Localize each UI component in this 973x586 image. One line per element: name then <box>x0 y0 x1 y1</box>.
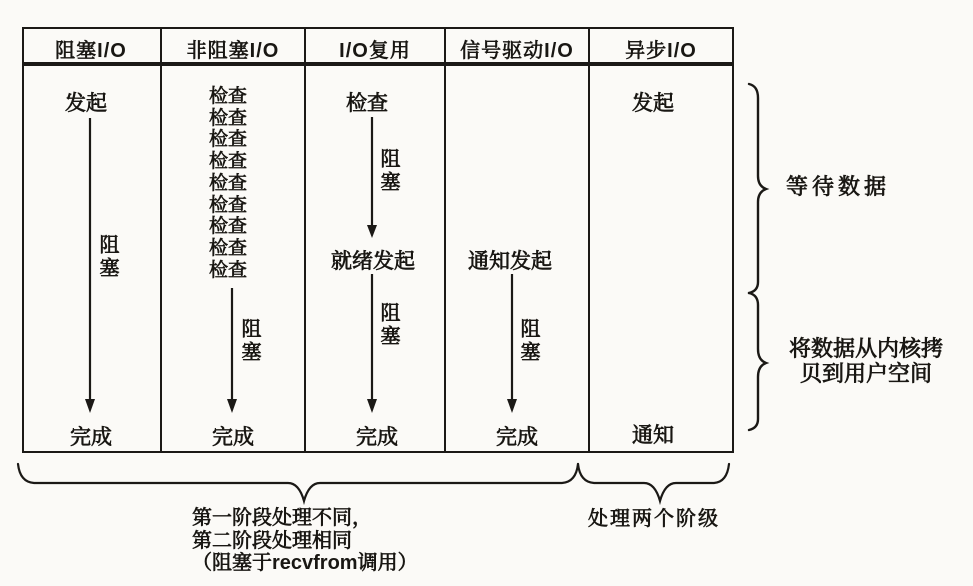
bottom-braces <box>18 464 729 501</box>
first-phase-brace <box>18 464 578 501</box>
multiplexing-block2-label: 阻塞 <box>377 302 399 348</box>
nonblocking-block-label: 阻塞 <box>238 318 260 364</box>
copy-data-line2: 贝到用户空间 <box>799 361 933 386</box>
blocking-done-label: 完成 <box>70 426 112 449</box>
check-label: 检查 <box>208 194 248 216</box>
check-label: 检查 <box>208 172 248 194</box>
check-label: 检查 <box>208 216 248 238</box>
async-notify-label: 通知 <box>632 424 674 447</box>
copy-data-brace <box>749 293 766 430</box>
column-separator-4 <box>588 29 590 451</box>
wait-data-label: 等待数据 <box>786 174 891 199</box>
copy-data-label <box>789 336 943 386</box>
check-label: 检查 <box>208 151 248 173</box>
column-separator-3 <box>444 29 446 451</box>
check-label: 检查 <box>208 259 248 281</box>
multiplexing-check-label: 检查 <box>346 92 388 115</box>
wait-data-brace <box>749 84 766 293</box>
phase-difference-note <box>192 507 418 575</box>
check-label: 检查 <box>208 129 248 151</box>
copy-data-line1: 将数据从内核拷 <box>788 336 944 361</box>
column-separator-1 <box>160 29 162 451</box>
signal-driven-notify-start-label: 通知发起 <box>468 250 552 273</box>
nonblocking-done-label: 完成 <box>212 426 254 449</box>
multiplexing-done-label: 完成 <box>356 426 398 449</box>
two-phases-brace <box>578 464 729 501</box>
signal-driven-done-label: 完成 <box>496 426 538 449</box>
column-separator-2 <box>304 29 306 451</box>
nonblocking-check-list <box>209 86 247 281</box>
multiplexing-ready-start-label: 就绪发起 <box>331 250 415 273</box>
header-nonblocking-io: 非阻塞I/O <box>186 40 280 62</box>
blocking-block-label: 阻塞 <box>96 234 118 280</box>
header-blocking-io: 阻塞I/O <box>55 40 127 62</box>
header-io-multiplexing: I/O复用 <box>339 40 411 62</box>
async-start-label: 发起 <box>632 92 674 115</box>
blocking-start-label: 发起 <box>65 92 107 115</box>
multiplexing-block1-label: 阻塞 <box>377 148 399 194</box>
phase-note-line2: 第二阶段处理相同 <box>192 529 352 552</box>
phase-note-line3: （阻塞于recvfrom调用） <box>192 552 418 574</box>
signal-driven-block-label: 阻塞 <box>517 318 539 364</box>
header-signal-driven-io: 信号驱动I/O <box>460 40 574 62</box>
phase-note-line1: 第一阶段处理不同， <box>192 507 372 529</box>
check-label: 检查 <box>208 86 248 107</box>
right-braces <box>749 84 766 430</box>
header-async-io: 异步I/O <box>625 40 697 62</box>
check-label: 检查 <box>208 107 248 129</box>
check-label: 检查 <box>208 237 248 259</box>
two-phases-note: 处理两个阶级 <box>588 508 720 530</box>
